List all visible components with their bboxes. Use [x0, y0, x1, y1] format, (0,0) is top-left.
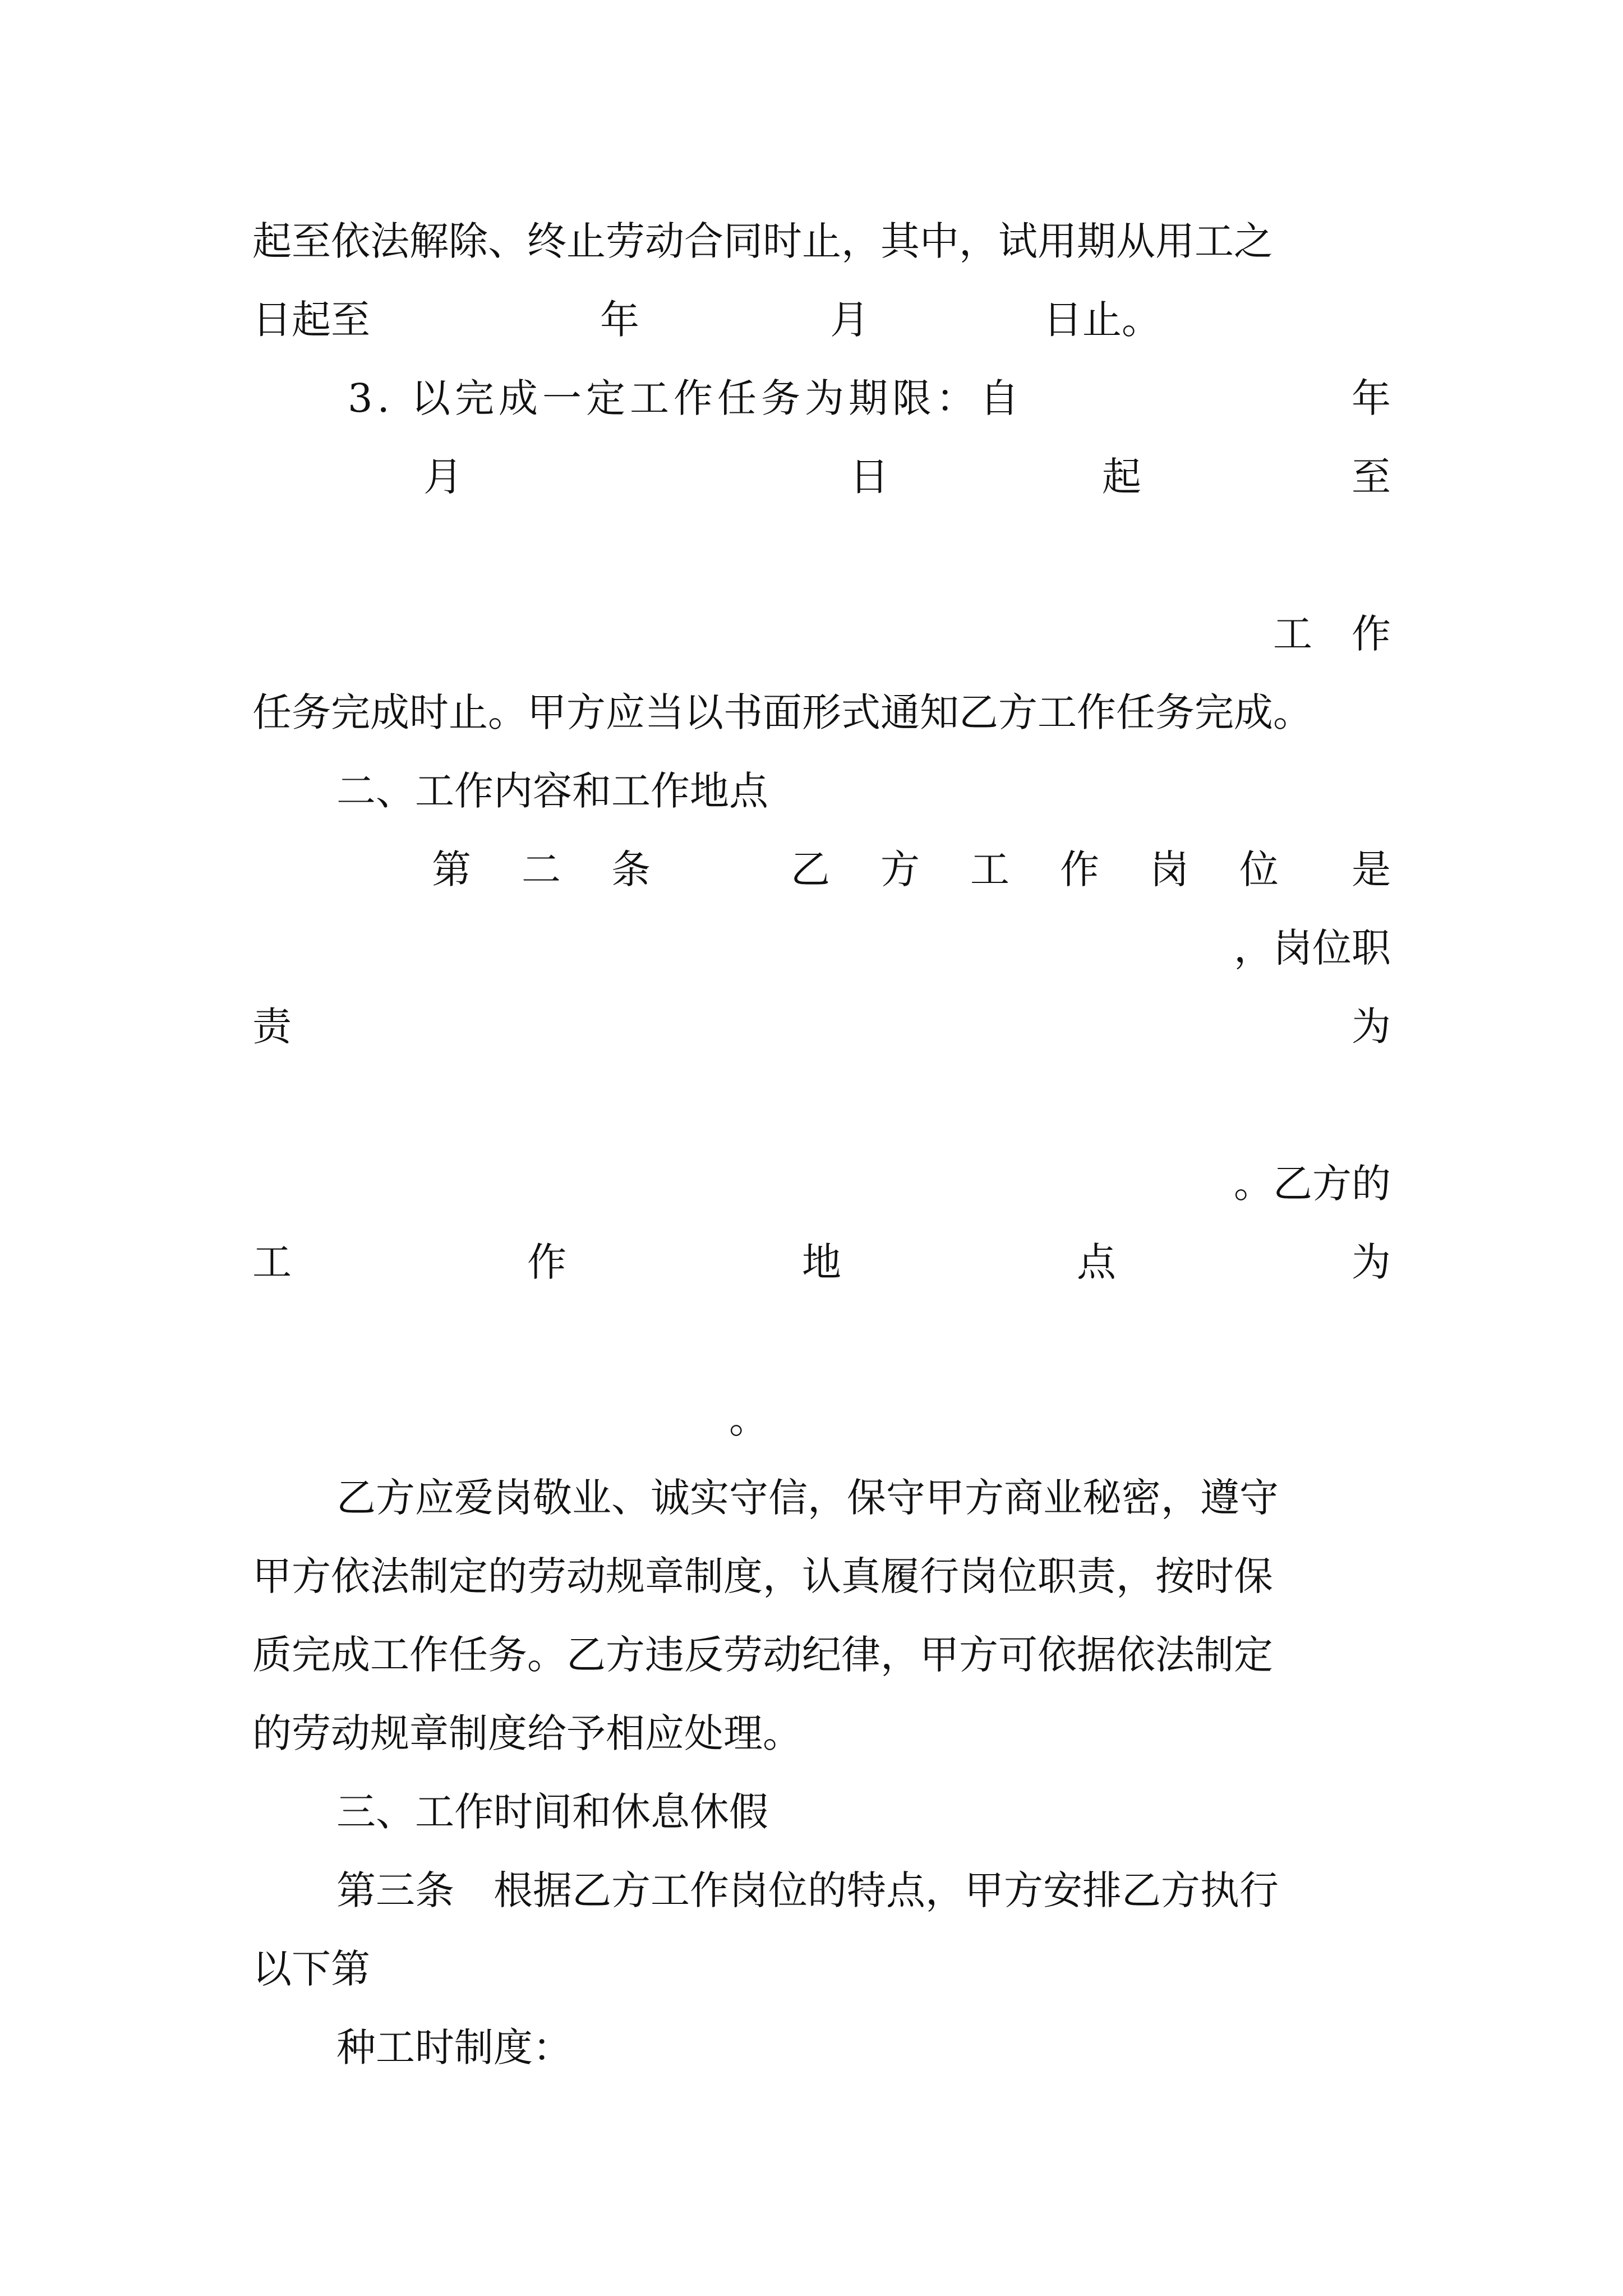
line-text: 岗 [1150, 846, 1189, 892]
text-line [336, 443, 1391, 510]
section-heading [336, 1778, 1391, 1846]
line-text: 。乙方的 [1234, 1161, 1391, 1207]
text-line [252, 208, 1391, 275]
section-heading [336, 757, 1391, 825]
line-text: 种工时制度： [336, 2024, 572, 2070]
text-line [336, 1464, 1391, 1531]
line-text: 二 [522, 846, 561, 892]
text-line [252, 1621, 1391, 1688]
line-text: 第 [432, 846, 471, 892]
day-label: 日止。 [1043, 297, 1161, 343]
text-line [252, 993, 1391, 1060]
text-line [252, 1228, 1391, 1296]
line-text: 责 [252, 1004, 292, 1050]
text-line [336, 2014, 1391, 2081]
line-text: 乙方应爱岗敬业、诚实守信，保守甲方商业秘密，遵守 [336, 1475, 1279, 1521]
line-text: 起 [1102, 454, 1141, 500]
line-text: 工 [970, 846, 1009, 892]
text-line [252, 1700, 1391, 1767]
line-text: 为 [1352, 1004, 1391, 1050]
month-label: 月 [423, 454, 463, 500]
line-text: 质完成工作任务。乙方违反劳动纪律，甲方可依据依法制定 [252, 1632, 1273, 1678]
heading-text: 三、工作时间和休息休假 [336, 1789, 768, 1835]
text-line [336, 1857, 1391, 1924]
line-text: ，岗位职 [1234, 925, 1391, 971]
text-line [336, 365, 1391, 432]
text-line [336, 836, 1391, 903]
line-text: 以下第 [252, 1946, 370, 1992]
line-text: 日起至 [252, 297, 370, 343]
text-line [252, 914, 1391, 982]
text-line [252, 679, 1391, 746]
text-line [252, 286, 1391, 353]
line-text: 位 [1239, 846, 1279, 892]
line-text: 3. 以完成一定工作任务为期限：自 [348, 375, 1024, 421]
line-text: 任务完成时止。甲方应当以书面形式通知乙方工作任务完成。 [252, 689, 1312, 735]
text-line [252, 600, 1391, 668]
line-text: 起至依法解除、终止劳动合同时止，其中，试用期从用工之 [252, 218, 1273, 264]
day-label: 日 [850, 454, 889, 500]
line-text: 点 [1077, 1239, 1116, 1285]
heading-text: 二、工作内容和工作地点 [336, 768, 768, 814]
line-text: 至 [1352, 454, 1391, 500]
line-text: 工 [252, 1239, 292, 1285]
text-line [252, 1935, 1391, 2003]
line-text: 是 [1352, 846, 1391, 892]
text-line [252, 1386, 1391, 1453]
line-text: 甲方依法制定的劳动规章制度，认真履行岗位职责，按时保 [252, 1553, 1273, 1599]
line-text: 的劳动规章制度给予相应处理。 [252, 1710, 802, 1756]
line-text: 。 [729, 1396, 768, 1442]
line-text: 第三条 根据乙方工作岗位的特点，甲方安排乙方执行 [336, 1867, 1279, 1913]
month-label: 月 [830, 297, 869, 343]
text-line [252, 1150, 1391, 1217]
line-text: 方 [880, 846, 920, 892]
year-label: 年 [1352, 375, 1391, 421]
line-text: 地 [802, 1239, 841, 1285]
line-text: 为 [1352, 1239, 1391, 1285]
line-text: 作 [1060, 846, 1099, 892]
line-text: 乙 [791, 846, 830, 892]
year-label: 年 [600, 297, 639, 343]
line-text: 工 作 [1273, 611, 1391, 657]
line-text: 条 [611, 846, 651, 892]
text-line [252, 1543, 1391, 1610]
line-text: 作 [527, 1239, 566, 1285]
